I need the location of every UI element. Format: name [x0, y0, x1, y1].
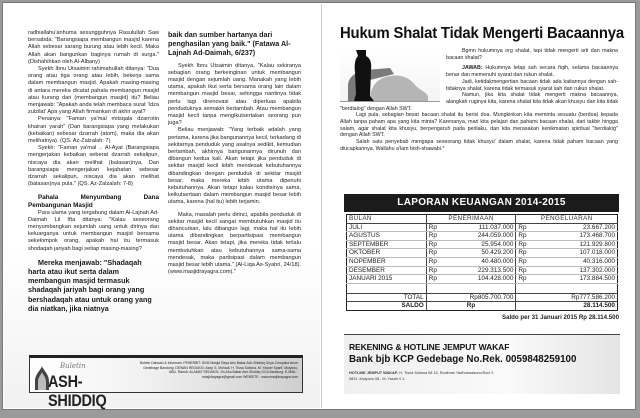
income-currency: Rp [426, 240, 444, 249]
expense-cell: 137.302.000 [534, 266, 618, 275]
right-page [321, 4, 633, 408]
income-currency: Rp [426, 275, 444, 284]
hotline-text [349, 370, 617, 383]
month-cell: AGUSTUS [347, 232, 427, 241]
col-header-month: BULAN [347, 215, 427, 224]
left-column-2 [168, 30, 301, 277]
finance-row [347, 232, 618, 241]
month-cell: DESEMBER [347, 266, 427, 275]
expense-currency: Rp [516, 232, 534, 241]
brand-name: ASH-SHIDDIQ [48, 372, 107, 410]
finance-row [347, 266, 618, 275]
bank-heading: REKENING & HOTLINE JEMPUT WAKAF [349, 342, 510, 352]
income-currency: Rp [426, 223, 444, 232]
income-cell: 40.480.000 [444, 257, 516, 266]
expense-cell: 107.018.000 [534, 249, 618, 258]
paragraph: Para ulama yang tergabung dalam Al-Lajnah Ad-Daimah Lil Ifta ditanya: "Kalau seseorang menyumbangkan sejumlah uang untuk dirinya dan keluarganya untuk membangun masjid bersama sekelompok orang, apakah hal itu termasuk shodaqah jariyah bagi setiap masing-masing? [28, 209, 159, 252]
bulletin-footer [29, 355, 303, 410]
ash-shiddiq-logo [34, 362, 144, 410]
paragraph: Syekh Ibnu Utsaimin rahimahullah ditanya: "Dua orang atau tiga orang atau lebih, bekerja sama dalam membangun masjid. Apakah masing-masing di antara mereka dicatat pahala membangun masjid atau kurang dari (membangun masjid) itu? Beliau menjawab: "Apakah anda telah membaca surat 'Idza zulzilat' Apa yang Allah firmankan di akhir ayat? [28, 66, 159, 116]
hotline-line-1: H. Tisna Sutisna 08 16, Rodiman Yadhoswasono/Soni 0 [399, 371, 494, 375]
saldo-value: 28.114.500 [516, 302, 618, 311]
prayer-silhouette-image [340, 48, 440, 102]
question-text: Bgmn hukumnya org shalat, tapi tidak mengerti arti dan makna bacaan shalat? [446, 48, 618, 61]
hotline-line-2: 0831, Mulyono 08 , M. Yasair 0 1. [349, 377, 406, 382]
income-currency: Rp [426, 257, 444, 266]
expense-currency: Rp [516, 266, 534, 275]
expense-cell: 121.929.800 [534, 240, 618, 249]
paragraph: Syekh Ibnu Utsaimin ditanya, "Kalau sekiranya sebagian orang berkeinginan untuk membangun masjid dengan sejumlah uang. Manakah yang lebih utama, apakah ikut serta bersama orang lain dalam membangun masjid besar, sehingga nantinya tidak perlu lagi direnovasi atau diperluas apabila penduduknya semakin bertambah. Atau membangun masjid kecil tanpa mengikutsertakan seorang pun juga? [168, 62, 301, 127]
expense-currency: Rp [516, 223, 534, 232]
expense-cell: 40.316.000 [534, 257, 618, 266]
answer-text: Hukumnya tetap sah secara fiqih, selama bacaannya benar dan memenuhi syarat dan rukun shalat. [446, 65, 618, 79]
month-cell: SEPTEMBER [347, 240, 427, 249]
income-cell: 25.954.000 [444, 240, 516, 249]
total-row [347, 293, 618, 302]
month-cell: OKTOBER [347, 249, 427, 258]
hotline-label: HOTLINE JEMPUT WAKAF: [349, 371, 399, 375]
paragraph: Penanya: "Faman ya'mal mitsqala dzarrotin khairan yarah" (Dan barangsiapa yang melakukan (kebaikan) sebesar dzarrah (atom), maka dia akan melihatnya). (QS. Az-Zalzalah: 7) [28, 116, 159, 145]
expense-currency: Rp [516, 240, 534, 249]
saldo-note: Saldo per 31 Januari 2015 Rp 28.114.500 [502, 314, 619, 321]
income-cell: 104.428.000 [444, 275, 516, 284]
finance-row [347, 249, 618, 258]
month-cell: NOPEMBER [347, 257, 427, 266]
total-income: Rp805.700.700 [426, 293, 516, 302]
bold-quote: baik dan sumber hartanya dari penghasilan yang baik." (Fatawa Al-Lajnah Ad-Daimah, 6/237) [168, 30, 291, 58]
answer-paragraph: Salah satu penyebab mengapa seseorang tidak khusyu' dalam shalat, karena tidak paham bacaan yang diucapkannya. Wallahu a'lam bish-shawabi.* [340, 139, 618, 152]
expense-cell: 173.468.700 [534, 232, 618, 241]
income-cell: 111.037.000 [444, 223, 516, 232]
article-title: Hukum Shalat Tidak Mengerti Bacaannya [340, 25, 624, 42]
month-cell: JANUARI 2015 [347, 275, 427, 284]
finance-row [347, 275, 618, 284]
expense-cell: 23.667.200 [534, 223, 618, 232]
expense-currency: Rp [516, 257, 534, 266]
paragraph: radhiallahu'anhuma sesungguhnya Rasulullah Saw bersabda: "Barangsiapa membangun masjid karena Allah sebesar sarang burung atau lebih kecil. Maka Allah akan bangunkan baginya rumah di surga." (Dishahihkan oleh Al-Albany) [28, 30, 159, 65]
saldo-row [347, 302, 618, 311]
expense-cell: 173.884.500 [534, 275, 618, 284]
income-cell: 50.429.200 [444, 249, 516, 258]
income-cell: 244.059.000 [444, 232, 516, 241]
finance-row [347, 223, 618, 232]
answer-label: JAWAB: [462, 65, 483, 72]
col-header-income: PENERIMAAN [426, 215, 516, 224]
expense-currency: Rp [516, 249, 534, 258]
finance-table [346, 214, 618, 311]
imprint-text: Buletin Dakwah & Informasi. PENERBIT: DKM Masjid Raya Abu Bakar Ash-Shiddiq Griya Cempaka Arum Gedebage Bandung. DEWAN REDAKSI: Asep S. Mohadi, H. Tisna Sutisna, M. Yasser Syarif, Mulyono, ABU. Ramdi. ALAMAT REDAKSI: Jln.Abu Bakar Ash-Shiddiq GCA Bandung. E-MAIL : masjidrayagra@gmail.com WEBSITE : www.masjidrayagra.com [139, 361, 298, 379]
bank-hotline-box [344, 334, 620, 394]
income-currency: Rp [426, 266, 444, 275]
income-currency: Rp [426, 232, 444, 241]
paragraph: Beliau menjawab: "Yang terbaik adalah yang pertama, karena jika bangunannya kecil, terkadang di sekitarnya penduduk yang asalnya sedikit, kemudian bertambah, akhirnya bangunannya dirunuh dan dibangun kedua kali. Akan tetapi jika penduduk di sekitar masjid kecil lebih mendesak kebutuhannya dibandingkan dengan penduduk di sekitar masjid besar, maka mereka lebih utama dipenuhi kebutuhannya. Akan tetapi kalau kondisinya sama, keikutsertaan dalam membangun masjid besar lebih utama, karena (hal itu) lebih terjamin. [168, 127, 301, 206]
bulletin-label: Buletin [60, 362, 86, 370]
expense-currency: Rp [516, 275, 534, 284]
finance-report-title: LAPORAN KEUANGAN 2014-2015 [344, 194, 619, 212]
total-label: TOTAL [347, 293, 427, 302]
saldo-label: SALDO [347, 302, 427, 311]
newsletter-spread [2, 2, 636, 410]
answer-paragraph: Jadi, ketidakmengertian bacaan tidak ada kaitannya dengan sah-tidaknya shalat, karena tidak termasuk syarat sah dan rukun shalat. [446, 78, 618, 92]
total-expense: Rp777.586.200 [516, 293, 618, 302]
saldo-currency: Rp [426, 302, 516, 311]
finance-row [347, 257, 618, 266]
answer-paragraph: Lagi pula, sebagian besar bacaan shalat itu berisi doa. Mungkinkan kita meminta sesuatu (berdoa) kepada Allah tanpa paham apa yang kita minta? Karenanya, mari kita pelajari dan pahami bacaan shalat, dari takbir hingga salam, agar shalat kita khusyu, berpengaruh pada perilaku, dan kita merasakan kenikmatan spiritual "berdialog" dengan Allah SWT. [340, 112, 618, 139]
section-heading: Pahala Menyumbang Dana Pembangunan Masjid [28, 194, 159, 210]
bold-quote: Mereka menjawab: "Shadaqah harta atau ikut serta dalam membangun masjid termasuk shadaqah jariyah bagi orang yang bershadaqah atau untuk orang yang dia niatkan, jika niatnya [28, 257, 152, 313]
income-currency: Rp [426, 249, 444, 258]
income-cell: 229.313.500 [444, 266, 516, 275]
article-body [340, 48, 618, 153]
col-header-expense: PENGELUARAN [516, 215, 618, 224]
bank-account: Bank bjb KCP Gedebage No.Rek. 0059848259100 [349, 354, 577, 365]
prayer-silhouette-icon [340, 48, 440, 101]
left-column-1 [28, 30, 159, 313]
month-cell: JULI [347, 223, 427, 232]
paragraph: Syekh: "Faman ya'mal .. Al-Ayat (Barangsiapa mengerjakan kebaikan seberat dzarrah sekalipun, niscaya dia akan melihat (balasan)nya. Dan barangsiapa mengerjakan kejahatan sebesar dzarrah sekalipun, niscaya dia akan melihat (balasan)nya pula." (QS. Az-Zalzalah: 7-8) [28, 145, 159, 188]
finance-row [347, 240, 618, 249]
answer-paragraph: Namun, jika kita shalat tidak mengerti makna bacaannya, alangkah ruginya kita, karena shalat kita tidak akan khusyu dan kita tidak "berdialog" dengan Allah SWT. [340, 92, 618, 112]
paragraph: Maka, masalah perlu dirinci, apabila penduduk di sekitar masjid kecil sangat membutuhkan masjid itu dihancurkan, lalu dibangun lagi, maka hal itu lebih utama dibandingkan berpartisipasi membangun masjid besar. Akan tetapi, jika mereka tidak terlalu membutuhkan atau kebutuhannya sama-sama mendesak, maka partisipasi dalam membangun masjid besar lebih utama." (Al-Liqa As-Syahri, 24/18). (www.masjidrayagra.com)." [168, 211, 301, 276]
left-page [4, 4, 320, 408]
